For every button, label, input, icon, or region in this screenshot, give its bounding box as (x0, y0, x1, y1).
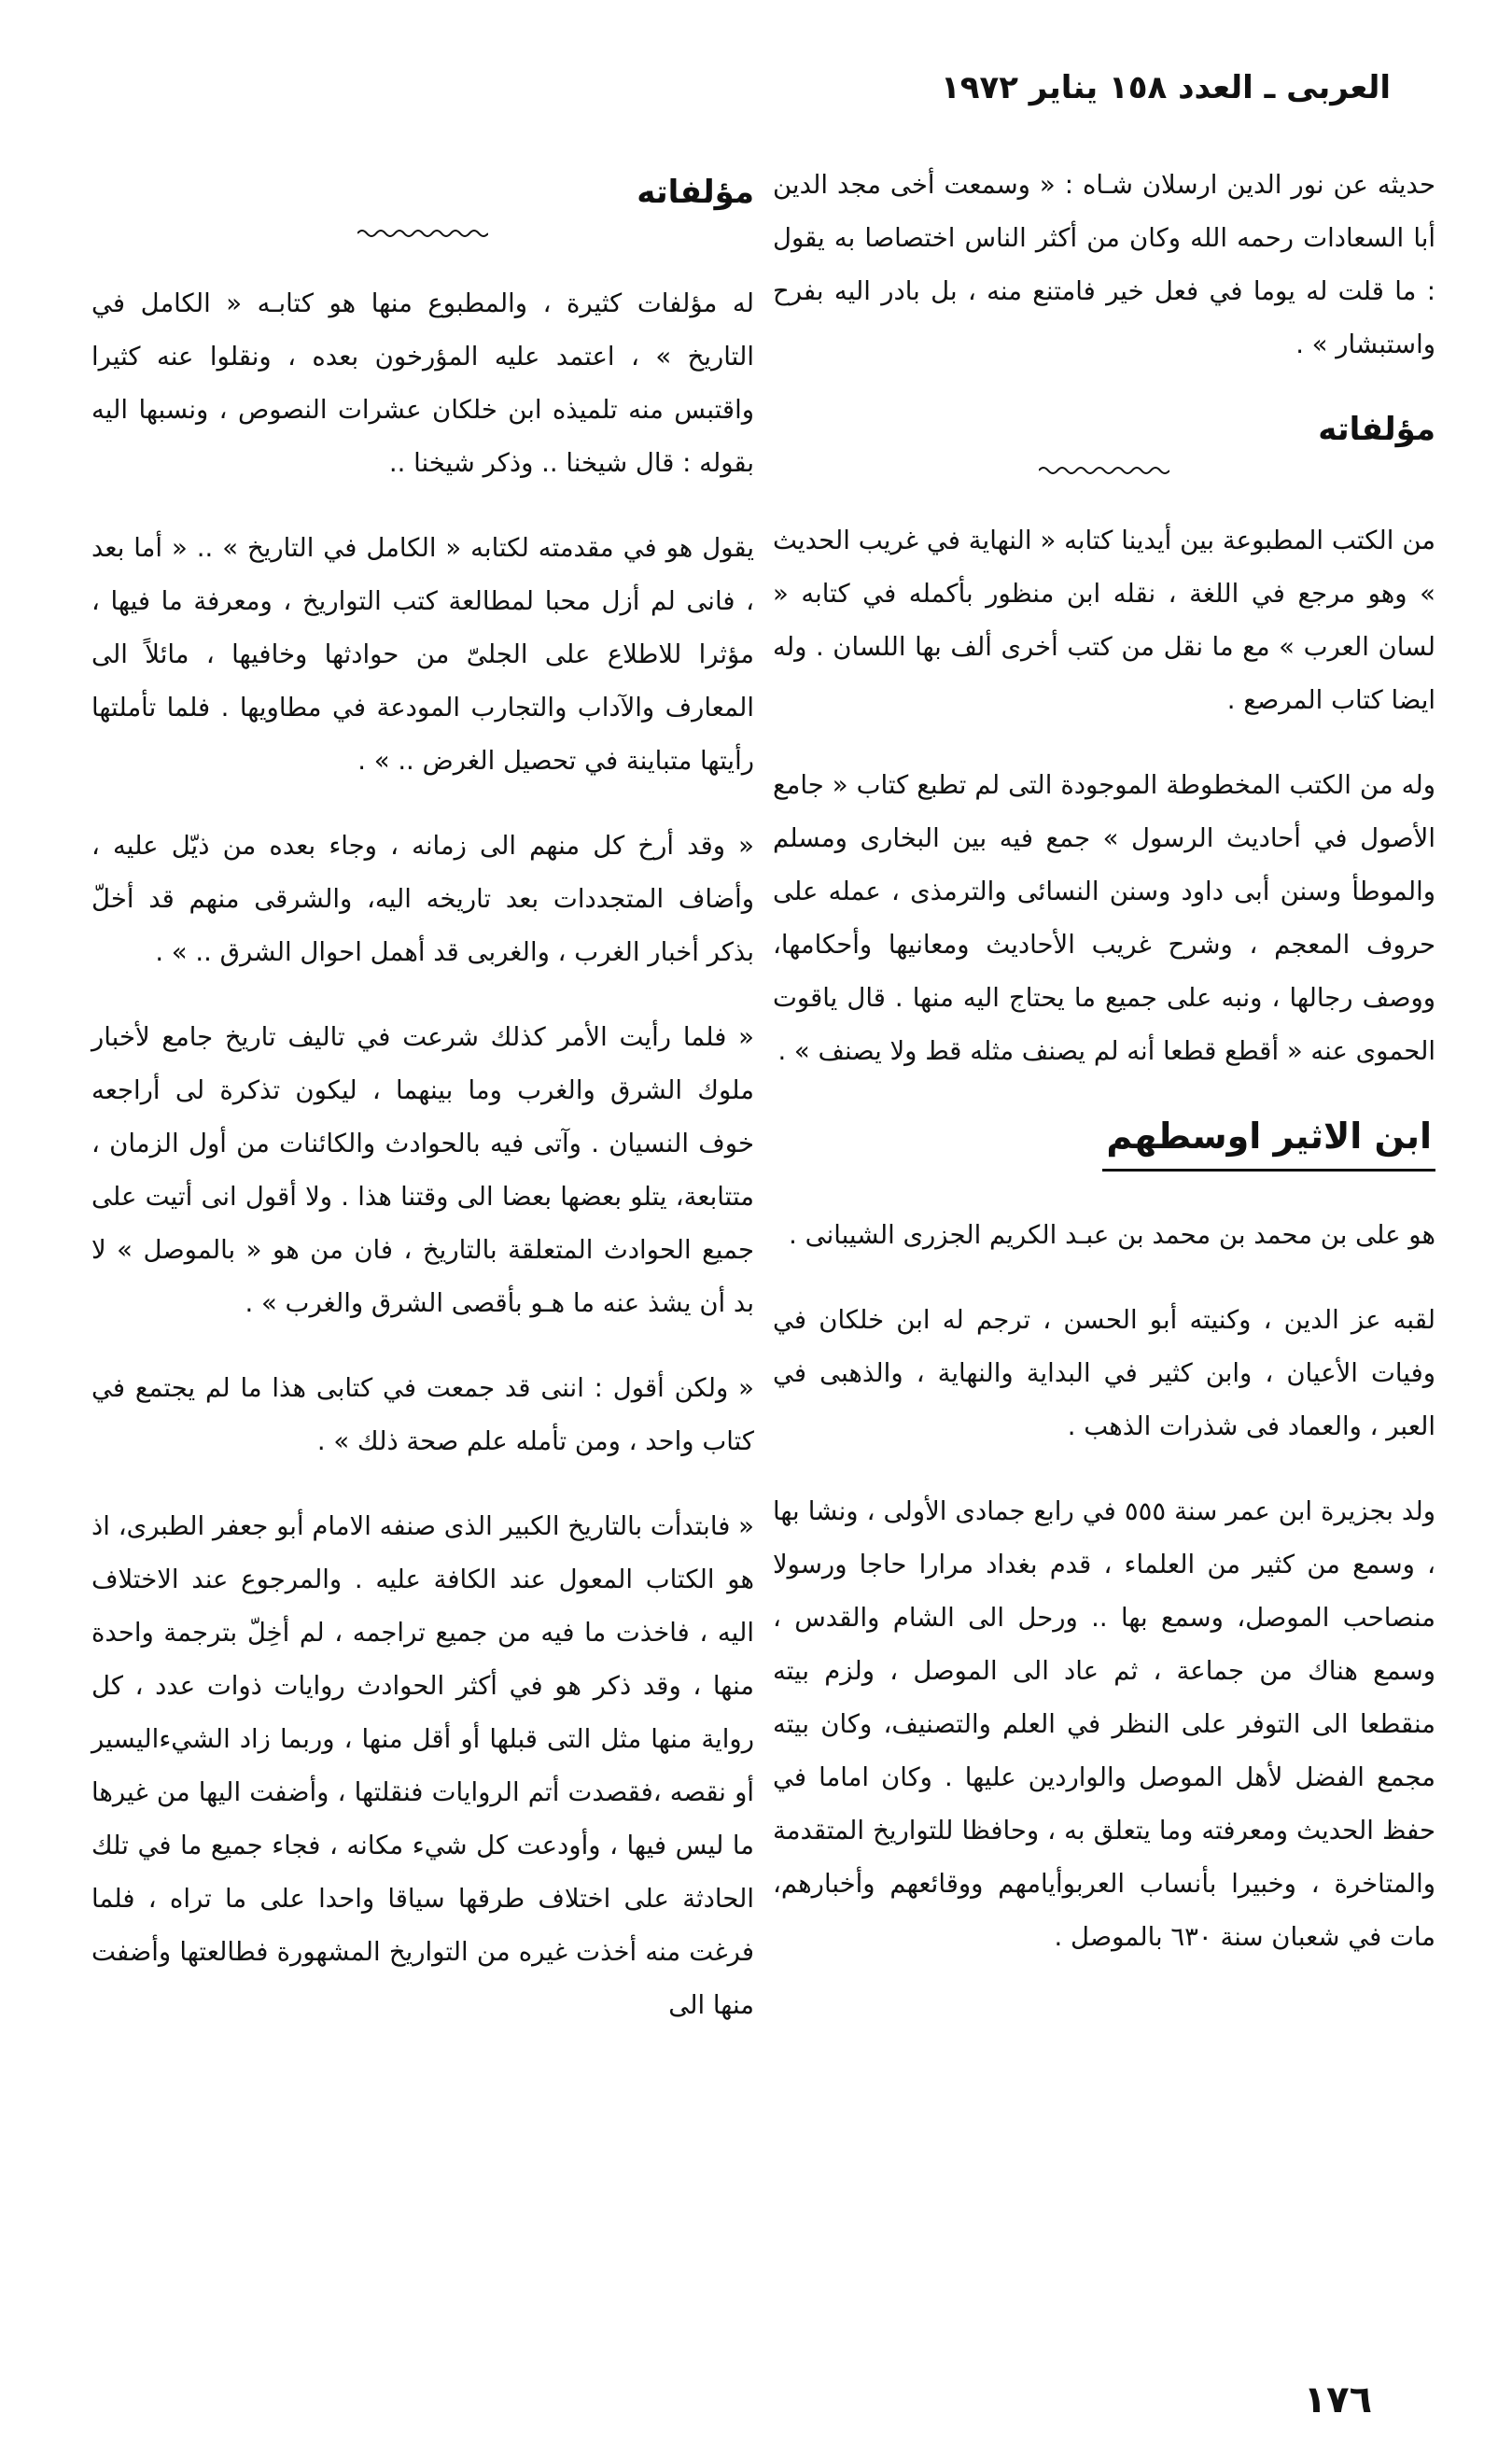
paragraph: ولد بجزيرة ابن عمر سنة ٥٥٥ في رابع جمادى الأولى ، ونشا بها ، وسمع من كثير من العلماء ، قدم بغداد مرارا حاجا ورسولا منصاحب الموصل، وسمع بها .. ورحل الى الشام والقدس ، وسمع هناك من جماعة ، ثم عاد الى الموصل ، ولزم بيته منقطعا الى التوفر على النظر في العلم والتصنيف، وكان بيته مجمع الفضل لأهل الموصل والواردين عليها . وكان اماما في حفظ الحديث ومعرفته وما يتعلق به ، وحافظا للتواريخ المتقدمة والمتاخرة ، وخبيرا بأنساب العربوأيامهم ووقائعهم وأخبارهم، مات في شعبان سنة ٦٣٠ بالموصل . (773, 1496, 1435, 1952)
section-heading-text: مؤلفاته (637, 174, 754, 211)
paragraph: له مؤلفات كثيرة ، والمطبوع منها هو كتابـه « الكامل في التاريخ » ، اعتمد عليه المؤرخون بعده ، ونقلوا عنه كثيرا واقتبس منه تلميذه ابن خلكان عشرات النصوص ، ونسبها اليه بقوله : قال شيخنا .. وذكر شيخنا .. (91, 288, 754, 478)
section-heading (773, 403, 1435, 477)
paragraph: حديثه عن نور الدين ارسلان شـاه : « وسمعت أخى مجد الدين أبا السعادات رحمه الله وكان من أكثر الناس اختصاصا به يقول : ما قلت له يوما في فعل خير فامتنع منه ، بل بادر اليه بفرح واستبشار » . (773, 170, 1435, 359)
section-heading (773, 1110, 1435, 1172)
paragraph: « وقد أرخ كل منهم الى زمانه ، وجاء بعده من ذيّل عليه ، وأضاف المتجددات بعد تاريخه اليه، والشرقى منهم قد أخلّ بذكر أخبار الغرب ، والغربى قد أهمل احوال الشرق .. » . (91, 831, 754, 967)
paragraph: « فابتدأت بالتاريخ الكبير الذى صنفه الامام أبو جعفر الطبرى، اذ هو الكتاب المعول عند الكافة عليه . والمرجوع عند الاختلاف اليه ، فاخذت ما فيه من جميع تراجمه ، لم أخِلّ بترجمة واحدة منها ، وقد ذكر هو في أكثر الحوادث روايات ذوات عدد ، كل رواية منها مثل التى قبلها أو أقل منها ، وربما زاد الشيءاليسير أو نقصه ،فقصدت أتم الروايات فنقلتها ، وأضفت اليها من غيرها ما ليس فيها ، وأودعت كل شيء مكانه ، فجاء جميع ما في تلك الحادثة على اختلاف طرقها سياقا واحدا على ما تراه ، فلما فرغت منه أخذت غيره من التواريخ المشهورة فطالعتها وأضفت منها الى (91, 1511, 754, 2020)
section-heading (91, 166, 754, 240)
paragraph: يقول هو في مقدمته لكتابه « الكامل في التاريخ » .. « أما بعد ، فانى لم أزل محبا لمطالعة كتب التواريخ ، ومعرفة ما فيها ، مؤثرا للاطلاع على الجلىّ من حوادثها وخافيها ، مائلاً الى المعارف والآداب والتجارب المودعة في مطاويها . فلما تأملتها رأيتها متباينة في تحصيل الغرض .. » . (91, 533, 754, 776)
left-column (91, 159, 754, 2064)
paragraph: « فلما رأيت الأمر كذلك شرعت في تاليف تاريخ جامع لأخبار ملوك الشرق والغرب وما بينهما ، ليكون تذكرة لى أراجعه خوف النسيان . وآتى فيه بالحوادث والكائنات من أول الزمان ، متتابعة، يتلو بعضها بعضا الى وقتنا هذا . ولا أقول انى أتيت على جميع الحوادث المتعلقة بالتاريخ ، فان من هو « بالموصل » لا بد أن يشذ عنه ما هـو بأقصى الشرق والغرب » . (91, 1022, 754, 1318)
paragraph: هو على بن محمد بن محمد بن عبـد الكريم الجزرى الشيبانى . (789, 1220, 1435, 1250)
page-number: ١٧٦ (1303, 2379, 1372, 2421)
paragraph: من الكتب المطبوعة بين أيدينا كتابه « النهاية في غريب الحديث » وهو مرجع في اللغة ، نقله ابن منظور بأكمله في كتابه « لسان العرب » مع ما نقل من كتب أخرى ألف بها اللسان . وله ايضا كتاب المرصع . (773, 526, 1435, 715)
running-header: العربى ـ العدد ١٥٨ يناير ١٩٧٢ (940, 69, 1391, 106)
section-heading-text: مؤلفاته (1318, 411, 1435, 448)
wavy-underline-ornament (1039, 464, 1169, 477)
wavy-underline-ornament (357, 227, 488, 240)
right-column (773, 159, 1435, 1996)
section-heading-text: ابن الاثير اوسطهم (1102, 1110, 1435, 1172)
paragraph: وله من الكتب المخطوطة الموجودة التى لم تطبع كتاب « جامع الأصول في أحاديث الرسول » جمع فيه بين البخارى ومسلم والموطأ وسنن أبى داود وسنن النسائى والترمذى ، عمله على حروف المعجم ، وشرح غريب الأحاديث ومعانيها وأحكامها، ووصف رجالها ، ونبه على جميع ما يحتاج اليه منها . قال ياقوت الحموى عنه « أقطع قطعا أنه لم يصنف مثله قط ولا يصنف » . (773, 770, 1435, 1066)
paragraph: « ولكن أقول : اننى قد جمعت في كتابى هذا ما لم يجتمع في كتاب واحد ، ومن تأمله علم صحة ذلك » . (91, 1373, 754, 1456)
paragraph: لقبه عز الدين ، وكنيته أبو الحسن ، ترجم له ابن خلكان في وفيات الأعيان ، وابن كثير في البداية والنهاية ، والذهبى في العبر ، والعماد فى شذرات الذهب . (773, 1305, 1435, 1441)
